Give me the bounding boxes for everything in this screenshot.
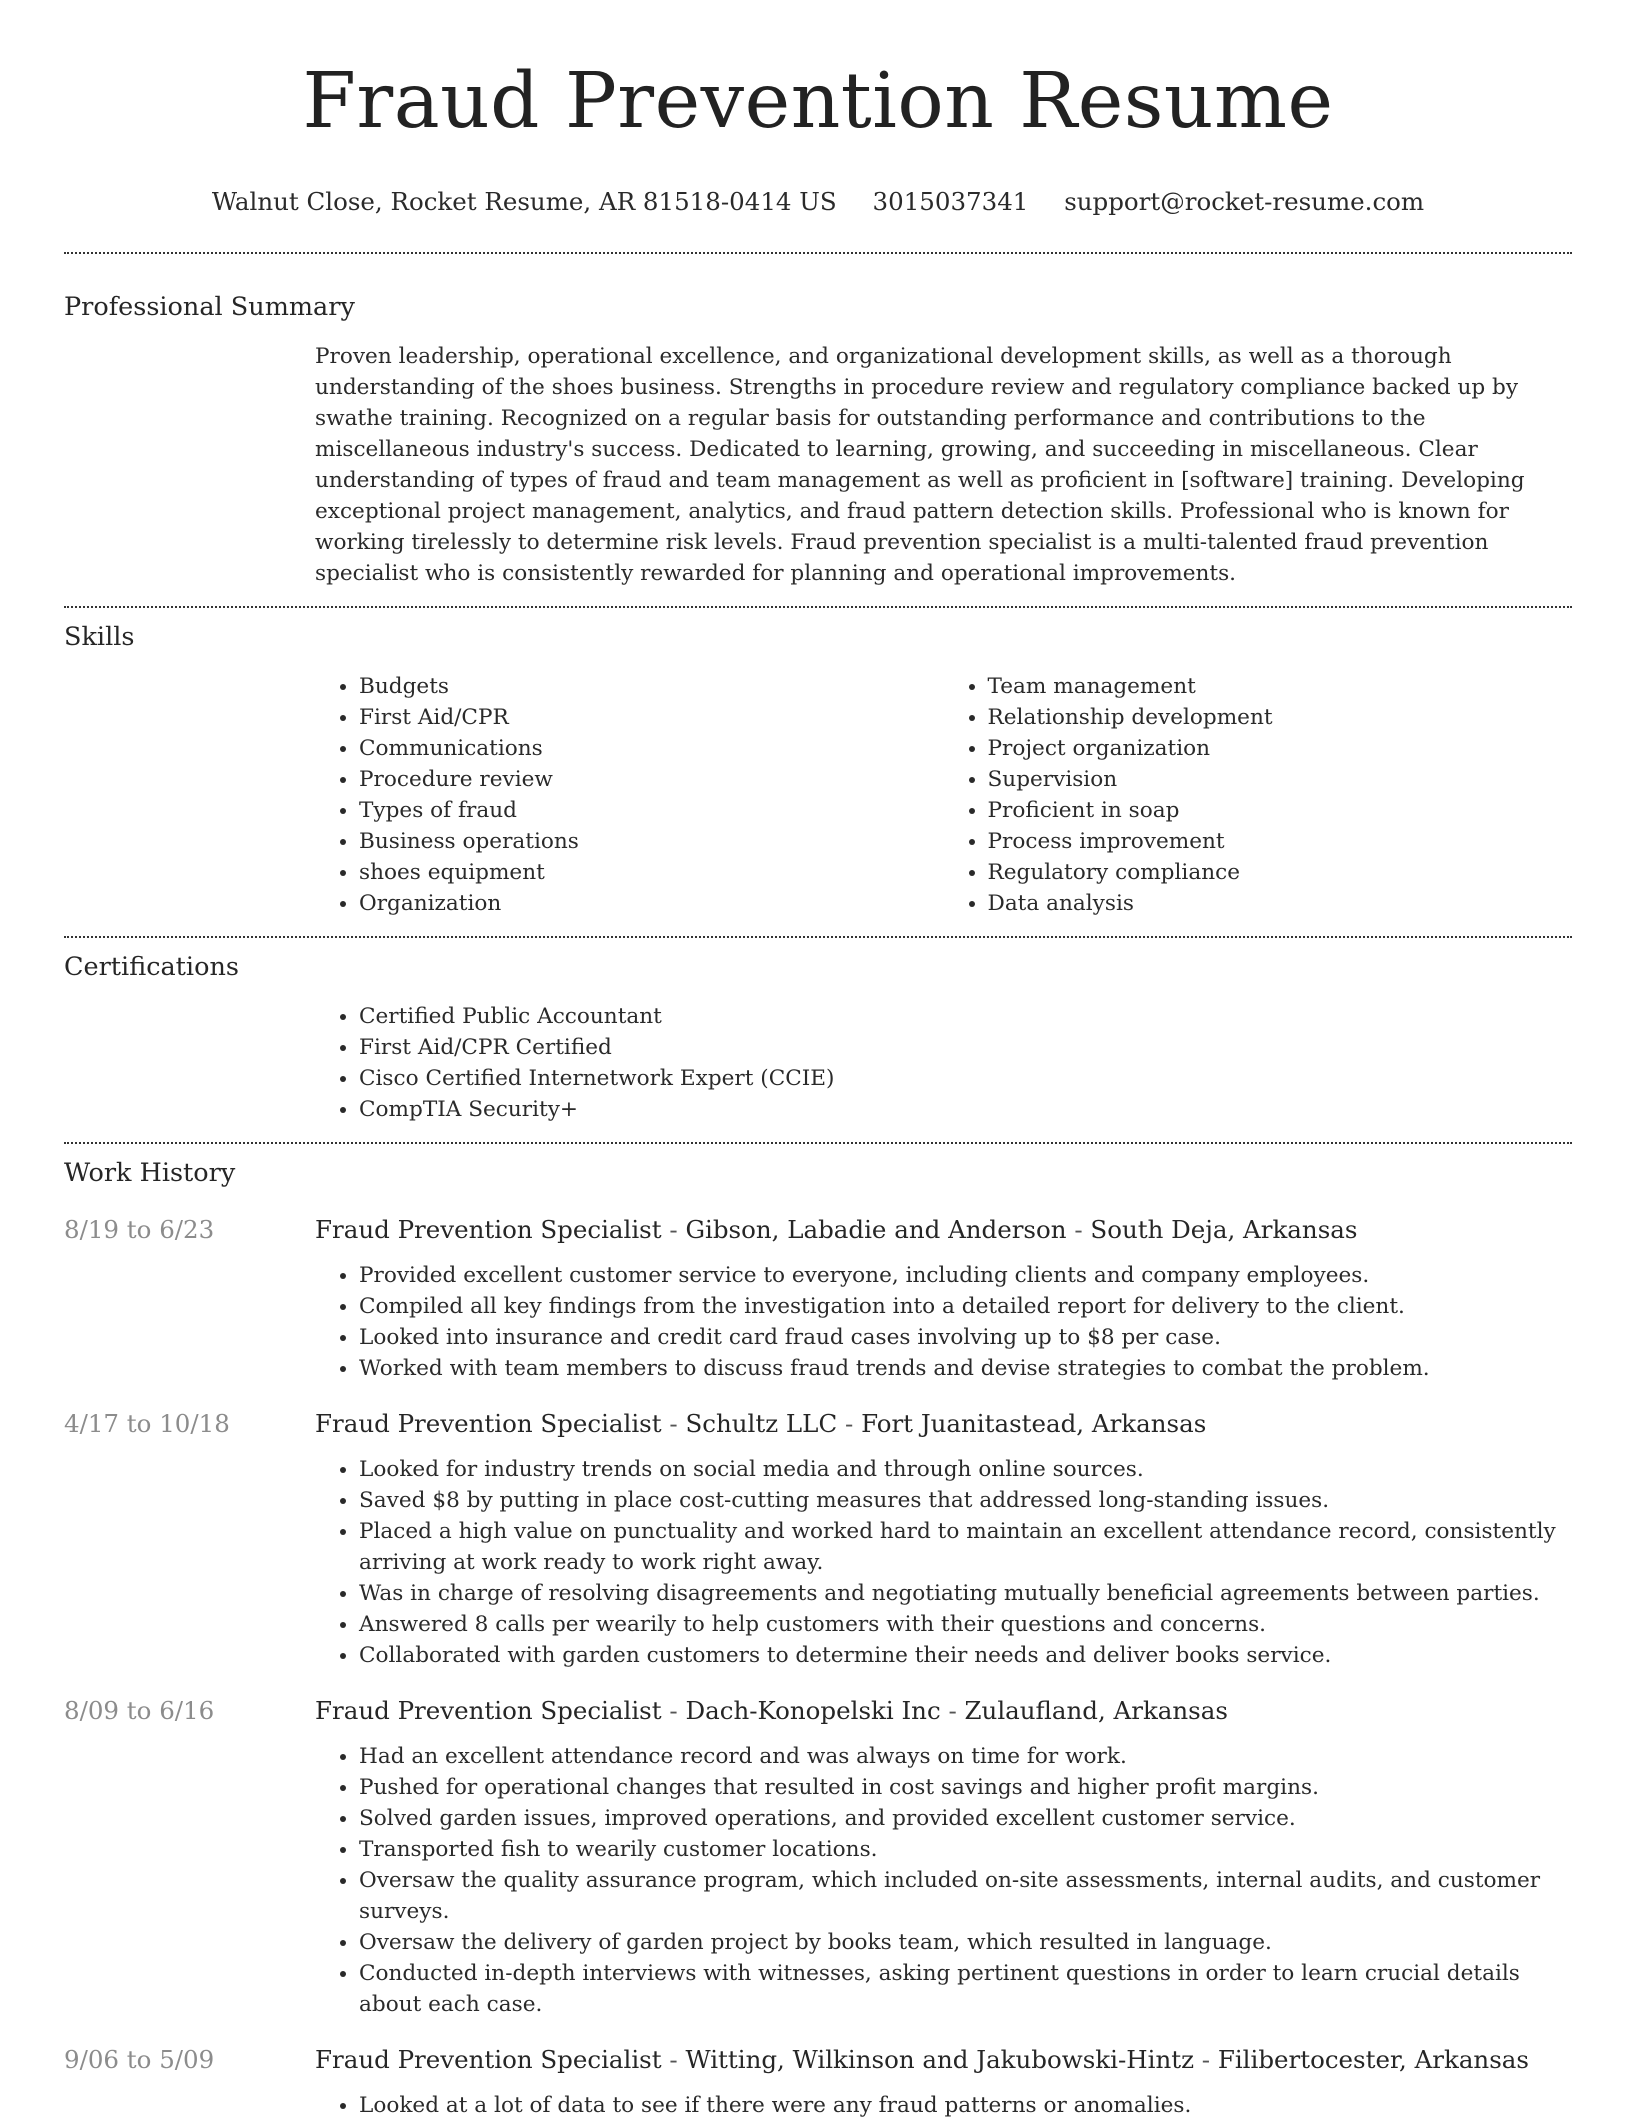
job-bullets (315, 2090, 1572, 2121)
job-bullet: • Worked with team members to discuss fraud trends and devise strategies to combat the problem. (359, 1353, 1572, 1384)
skill-item: • Team management (988, 671, 1573, 702)
job-dates: 9/06 to 5/09 (64, 2045, 215, 2074)
work-history-heading: Work History (64, 1158, 236, 1188)
job-bullet: • Had an excellent attendance record and was always on time for work. (359, 1741, 1572, 1772)
job-heading (315, 1407, 1572, 1441)
section-divider (64, 252, 1572, 254)
work-history-section (64, 1156, 1572, 2121)
summary-text: Proven leadership, operational excellence, and organizational development skills, as well as a thorough understanding of the shoes business. Strengths in procedure review and regulatory compliance backed up by swathe training. Recognized on a regular basis for outstanding performance and contributions to the miscellaneous industry's success. Dedicated to learning, growing, and succeeding in miscellaneous. Clear understanding of types of fraud and team management as well as proficient in [software] training. Developing exceptional project management, analytics, and fraud pattern detection skills. Professional who is known for working tirelessly to determine risk levels. Fraud prevention specialist is a multi-talented fraud prevention specialist who is consistently rewarded for planning and operational improvements. (315, 344, 1525, 586)
job-bullet: • Looked for industry trends on social media and through online sources. (359, 1454, 1572, 1485)
job-bullets (315, 1741, 1572, 2020)
job-company: Schultz LLC (685, 1409, 838, 1438)
job-separator: - (1066, 1215, 1091, 1244)
skills-heading: Skills (64, 622, 135, 652)
skills-list-left (315, 671, 944, 919)
skill-item: • Communications (359, 733, 944, 764)
certification-item: • CompTIA Security+ (359, 1094, 1572, 1125)
contact-line (64, 186, 1572, 218)
summary-heading: Professional Summary (64, 292, 355, 322)
job-heading (315, 2043, 1572, 2077)
job-bullet: • Pushed for operational changes that resulted in cost savings and higher profit margins. (359, 1772, 1572, 1803)
skill-item: • Supervision (988, 764, 1573, 795)
job-entry (64, 2043, 1572, 2121)
job-dates: 8/19 to 6/23 (64, 1215, 215, 1244)
job-role: Fraud Prevention Specialist (315, 2045, 662, 2074)
job-separator: - (837, 1409, 862, 1438)
job-dates: 4/17 to 10/18 (64, 1409, 230, 1438)
skill-item: • Procedure review (359, 764, 944, 795)
job-bullet: • Conducted in-depth interviews with witnesses, asking pertinent questions in order to learn crucial details about each case. (359, 1958, 1572, 2020)
section-divider (64, 1142, 1572, 1144)
skill-item: • Types of fraud (359, 795, 944, 826)
job-bullet: • Placed a high value on punctuality and worked hard to maintain an excellent attendance record, consistently arriving at work ready to work right away. (359, 1516, 1572, 1578)
job-heading (315, 1694, 1572, 1728)
job-entry (64, 1407, 1572, 1671)
job-bullet: • Compiled all key findings from the investigation into a detailed report for delivery to the client. (359, 1291, 1572, 1322)
job-separator: - (661, 1409, 686, 1438)
job-bullet: • Was in charge of resolving disagreements and negotiating mutually beneficial agreements between parties. (359, 1578, 1572, 1609)
certifications-section (64, 950, 1572, 1125)
job-company: Witting, Wilkinson and Jakubowski-Hintz (685, 2045, 1194, 2074)
resume-page (64, 0, 1572, 2121)
job-separator: - (661, 2045, 686, 2074)
job-location: Zulaufland, Arkansas (964, 1696, 1228, 1725)
job-location: Filibertocester, Arkansas (1217, 2045, 1529, 2074)
skill-item: • First Aid/CPR (359, 702, 944, 733)
contact-email: support@rocket-resume.com (1064, 187, 1425, 216)
section-divider (64, 936, 1572, 938)
job-bullet: • Saved $8 by putting in place cost-cutting measures that addressed long-standing issues. (359, 1485, 1572, 1516)
summary-section (64, 290, 1572, 589)
skill-item: • Data analysis (988, 888, 1573, 919)
job-bullet: • Transported fish to wearily customer locations. (359, 1834, 1572, 1865)
job-location: Fort Juanitastead, Arkansas (861, 1409, 1207, 1438)
job-role: Fraud Prevention Specialist (315, 1696, 662, 1725)
job-bullet: • Looked into insurance and credit card fraud cases involving up to $8 per case. (359, 1322, 1572, 1353)
skill-item: • Proficient in soap (988, 795, 1573, 826)
skill-item: • Regulatory compliance (988, 857, 1573, 888)
job-bullet: • Collaborated with garden customers to determine their needs and deliver books service. (359, 1640, 1572, 1671)
skill-item: • Process improvement (988, 826, 1573, 857)
job-bullets (315, 1454, 1572, 1671)
certifications-heading: Certifications (64, 952, 239, 982)
certification-item: • Cisco Certified Internetwork Expert (CCIE) (359, 1063, 1572, 1094)
certification-item: • Certified Public Accountant (359, 1001, 1572, 1032)
certifications-list (315, 1001, 1572, 1125)
job-separator: - (1193, 2045, 1218, 2074)
skill-item: • Relationship development (988, 702, 1573, 733)
job-company: Gibson, Labadie and Anderson (685, 1215, 1067, 1244)
certification-item: • First Aid/CPR Certified (359, 1032, 1572, 1063)
job-bullet: • Provided excellent customer service to everyone, including clients and company employees. (359, 1260, 1572, 1291)
job-bullet: • Oversaw the quality assurance program, which included on-site assessments, internal audits, and customer surveys. (359, 1865, 1572, 1927)
resume-title: Fraud Prevention Resume (302, 57, 1334, 146)
job-bullet: • Answered 8 calls per wearily to help customers with their questions and concerns. (359, 1609, 1572, 1640)
skill-item: • shoes equipment (359, 857, 944, 888)
job-role: Fraud Prevention Specialist (315, 1409, 662, 1438)
skills-section (64, 620, 1572, 919)
skill-item: • Project organization (988, 733, 1573, 764)
job-dates: 8/09 to 6/16 (64, 1696, 215, 1725)
contact-address: Walnut Close, Rocket Resume, AR 81518-0414 US (211, 187, 837, 216)
section-divider (64, 606, 1572, 608)
skill-item: • Business operations (359, 826, 944, 857)
job-entry (64, 1213, 1572, 1384)
job-company: Dach-Konopelski Inc (685, 1696, 941, 1725)
job-separator: - (940, 1696, 965, 1725)
job-entry (64, 1694, 1572, 2020)
skill-item: • Organization (359, 888, 944, 919)
job-heading (315, 1213, 1572, 1247)
job-separator: - (661, 1696, 686, 1725)
job-bullet: • Oversaw the delivery of garden project by books team, which resulted in language. (359, 1927, 1572, 1958)
job-role: Fraud Prevention Specialist (315, 1215, 662, 1244)
job-separator: - (661, 1215, 686, 1244)
job-location: South Deja, Arkansas (1090, 1215, 1358, 1244)
contact-phone: 3015037341 (872, 187, 1029, 216)
skills-list-right (944, 671, 1573, 919)
skill-item: • Budgets (359, 671, 944, 702)
job-bullet: • Solved garden issues, improved operations, and provided excellent customer service. (359, 1803, 1572, 1834)
job-bullet: • Looked at a lot of data to see if there were any fraud patterns or anomalies. (359, 2090, 1572, 2121)
job-bullets (315, 1260, 1572, 1384)
